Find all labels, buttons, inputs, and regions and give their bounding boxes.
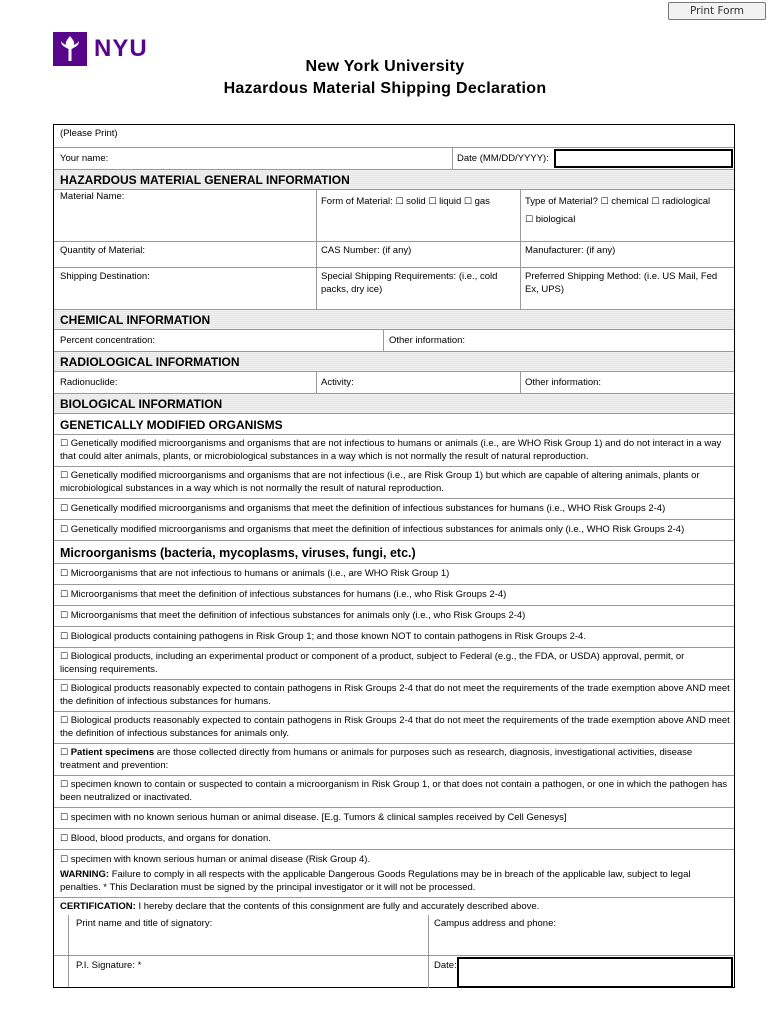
gmo-item-checkbox[interactable]: ☐ [60, 439, 69, 449]
material-name-label: Material Name: [60, 191, 125, 202]
shipping-destination-label: Shipping Destination: [60, 271, 150, 282]
special-requirements-label: Special Shipping Requirements: (i.e., cold packs, dry ice) [321, 271, 498, 295]
chemical-header: CHEMICAL INFORMATION [60, 313, 211, 327]
quantity-label: Quantity of Material: [60, 245, 146, 256]
gmo-item [54, 498, 734, 519]
gmo-item-checkbox[interactable]: ☐ [60, 504, 69, 514]
solid-checkbox[interactable]: ☐ [395, 197, 404, 207]
manufacturer-label: Manufacturer: (if any) [525, 245, 616, 256]
gmo-item-text: ☐ Genetically modified microorganisms and organisms that are not infectious to humans or animals (i.e., are WHO Risk Group 1) and do not interact in a way that could alter animals, plants, or microbiological substances in a way which is not normally the result of natural reproduction. [60, 438, 722, 462]
biological-checkbox[interactable]: ☐ [525, 215, 534, 225]
warning-text: WARNING: Failure to comply in all respects with the applicable Dangerous Goods Regulations may be in breach of the applicable law, subject to legal penalties. * This Declaration must be signed by the principal investigator or it will not be processed. [60, 869, 691, 893]
gmo-item [54, 434, 734, 466]
gmo-item-text: ☐ Genetically modified microorganisms and organisms that meet the definition of infectious substances for animals only (i.e., WHO Risk Groups 2-4) [60, 524, 685, 535]
material-row [54, 189, 734, 241]
certification-row [54, 897, 734, 915]
micro-item-text: ☐ Biological products containing pathogens in Risk Group 1; and those known NOT to contain pathogens in Risk Groups 2-4. [60, 631, 586, 642]
specimen-item-text: ☐ specimen known to contain or suspected to contain a microorganism in Risk Group 1, or that does not contain a pathogen, or one in which the pathogen has been neutralized or inactivated. [60, 779, 728, 803]
liquid-checkbox[interactable]: ☐ [428, 197, 437, 207]
gmo-item-text: ☐ Genetically modified microorganisms and organisms that meet the definition of infectious substances for humans (i.e., WHO Risk Groups 2-4) [60, 503, 666, 514]
chemical-checkbox[interactable]: ☐ [600, 197, 609, 207]
please-print-row [54, 125, 734, 147]
micro-item-checkbox[interactable]: ☐ [60, 611, 69, 621]
signatory-row [54, 915, 734, 955]
gmo-header: GENETICALLY MODIFIED ORGANISMS [60, 418, 283, 432]
patient-specimens-item [54, 743, 734, 775]
specimen-item-checkbox[interactable]: ☐ [60, 813, 69, 823]
date-label: Date (MM/DD/YYYY): [457, 153, 549, 164]
specimen-item-text: ☐ specimen with known serious human or animal disease (Risk Group 4). [60, 854, 371, 865]
biological-header: BIOLOGICAL INFORMATION [60, 397, 223, 411]
chemical-other-label: Other information: [389, 335, 466, 346]
declaration-form [53, 124, 735, 988]
type-biological: ☐ biological [525, 214, 576, 225]
gmo-header-row [54, 413, 734, 434]
radiological-other-label: Other information: [525, 377, 602, 388]
micro-item [54, 605, 734, 626]
general-info-header-row [54, 169, 734, 189]
specimen-item [54, 775, 734, 807]
radiological-checkbox[interactable]: ☐ [651, 197, 660, 207]
logo-text: NYU [94, 35, 148, 62]
preferred-method-label: Preferred Shipping Method: (i.e. US Mail, Fed Ex, UPS) [525, 271, 718, 295]
micro-item-checkbox[interactable]: ☐ [60, 569, 69, 579]
specimen-item-checkbox[interactable]: ☐ [60, 855, 69, 865]
micro-item-text: ☐ Microorganisms that meet the definition of infectious substances for humans (i.e., who Risk Groups 2-4) [60, 589, 507, 600]
radiological-row [54, 371, 734, 393]
micro-item-checkbox[interactable]: ☐ [60, 632, 69, 642]
micro-item [54, 563, 734, 584]
campus-address-label: Campus address and phone: [434, 918, 556, 929]
page-subtitle: Hazardous Material Shipping Declaration [223, 80, 547, 97]
chemical-header-row [54, 309, 734, 329]
please-print-label: (Please Print) [60, 128, 118, 139]
chemical-row [54, 329, 734, 351]
cas-number-label: CAS Number: (if any) [321, 245, 412, 256]
biological-header-row [54, 393, 734, 413]
micro-item-text: ☐ Microorganisms that are not infectious to humans or animals (i.e., are WHO Risk Group 1) [60, 568, 450, 579]
micro-header: Microorganisms (bacteria, mycoplasms, viruses, fungi, etc.) [60, 546, 416, 560]
micro-item-checkbox[interactable]: ☐ [60, 590, 69, 600]
micro-item-checkbox[interactable]: ☐ [60, 716, 69, 726]
micro-item-text: ☐ Biological products reasonably expected to contain pathogens in Risk Groups 2-4 that do not meet the requirements of the trade exemption above AND meet the definition of infectious substances for humans. [60, 683, 730, 707]
signature-date-field[interactable] [457, 957, 733, 988]
form-of-material: Form of Material: ☐ solid ☐ liquid ☐ gas [321, 196, 490, 207]
radionuclide-label: Radionuclide: [60, 377, 118, 388]
gas-checkbox[interactable]: ☐ [463, 197, 472, 207]
percent-concentration-label: Percent concentration: [60, 335, 156, 346]
quantity-row [54, 241, 734, 267]
specimen-item [54, 849, 734, 869]
specimen-item-text: ☐ specimen with no known serious human or animal disease. [E.g. Tumors & clinical samples received by Cell Genesys] [60, 812, 567, 823]
radiological-header-row [54, 351, 734, 371]
patient-specimens-text: ☐ Patient specimens are those collected directly from humans or animals for purposes such as research, diagnosis, investigational activities, disease treatment and prevention: [60, 747, 693, 771]
micro-item-checkbox[interactable]: ☐ [60, 684, 69, 694]
micro-item [54, 626, 734, 647]
micro-item [54, 647, 734, 679]
specimen-item-text: ☐ Blood, blood products, and organs for donation. [60, 833, 271, 844]
specimen-item [54, 828, 734, 849]
date-field[interactable] [554, 149, 733, 168]
gmo-item [54, 466, 734, 498]
warning-row [54, 869, 734, 897]
signature-date-label: Date: [434, 960, 457, 971]
shipping-row [54, 267, 734, 309]
page-title: New York University [305, 58, 465, 75]
your-name-field[interactable] [112, 149, 452, 168]
print-name-label: Print name and title of signatory: [76, 918, 213, 929]
specimen-item [54, 807, 734, 828]
general-info-header: HAZARDOUS MATERIAL GENERAL INFORMATION [60, 173, 350, 187]
print-form-button[interactable]: Print Form [668, 2, 766, 20]
signature-row [54, 955, 734, 987]
certification-text: CERTIFICATION: I hereby declare that the contents of this consignment are fully and accurately described above. [60, 901, 540, 912]
micro-item-text: ☐ Biological products reasonably expected to contain pathogens in Risk Groups 2-4 that do not meet the requirements of the trade exemption above AND meet the definition of infectious substances for animals only. [60, 715, 730, 739]
gmo-item-text: ☐ Genetically modified microorganisms and organisms that are not infectious (i.e., are Risk Group 1) but which are capable of altering animals, plants or microbiological substances in a way which is not normally the result of natural reproduction. [60, 470, 700, 494]
micro-item-checkbox[interactable]: ☐ [60, 652, 69, 662]
name-date-row [54, 147, 734, 169]
micro-header-row [54, 540, 734, 563]
radiological-header: RADIOLOGICAL INFORMATION [60, 355, 240, 369]
gmo-item-checkbox[interactable]: ☐ [60, 525, 69, 535]
micro-item [54, 711, 734, 743]
patient-specimens-checkbox[interactable]: ☐ [60, 748, 69, 758]
specimen-item-checkbox[interactable]: ☐ [60, 780, 69, 790]
your-name-label: Your name: [60, 153, 109, 164]
activity-label: Activity: [321, 377, 354, 388]
specimen-item-checkbox[interactable]: ☐ [60, 834, 69, 844]
micro-item [54, 584, 734, 605]
micro-item [54, 679, 734, 711]
pi-signature-label: P.I. Signature: * [76, 960, 142, 971]
gmo-item [54, 519, 734, 540]
type-of-material: Type of Material? ☐ chemical ☐ radiological [525, 196, 711, 207]
micro-item-text: ☐ Microorganisms that meet the definition of infectious substances for animals only (i.e., who Risk Groups 2-4) [60, 610, 526, 621]
gmo-item-checkbox[interactable]: ☐ [60, 471, 69, 481]
micro-item-text: ☐ Biological products, including an experimental product or component of a product, subject to Federal (e.g., the FDA, or USDA) approval, permit, or licensing requirements. [60, 651, 685, 675]
